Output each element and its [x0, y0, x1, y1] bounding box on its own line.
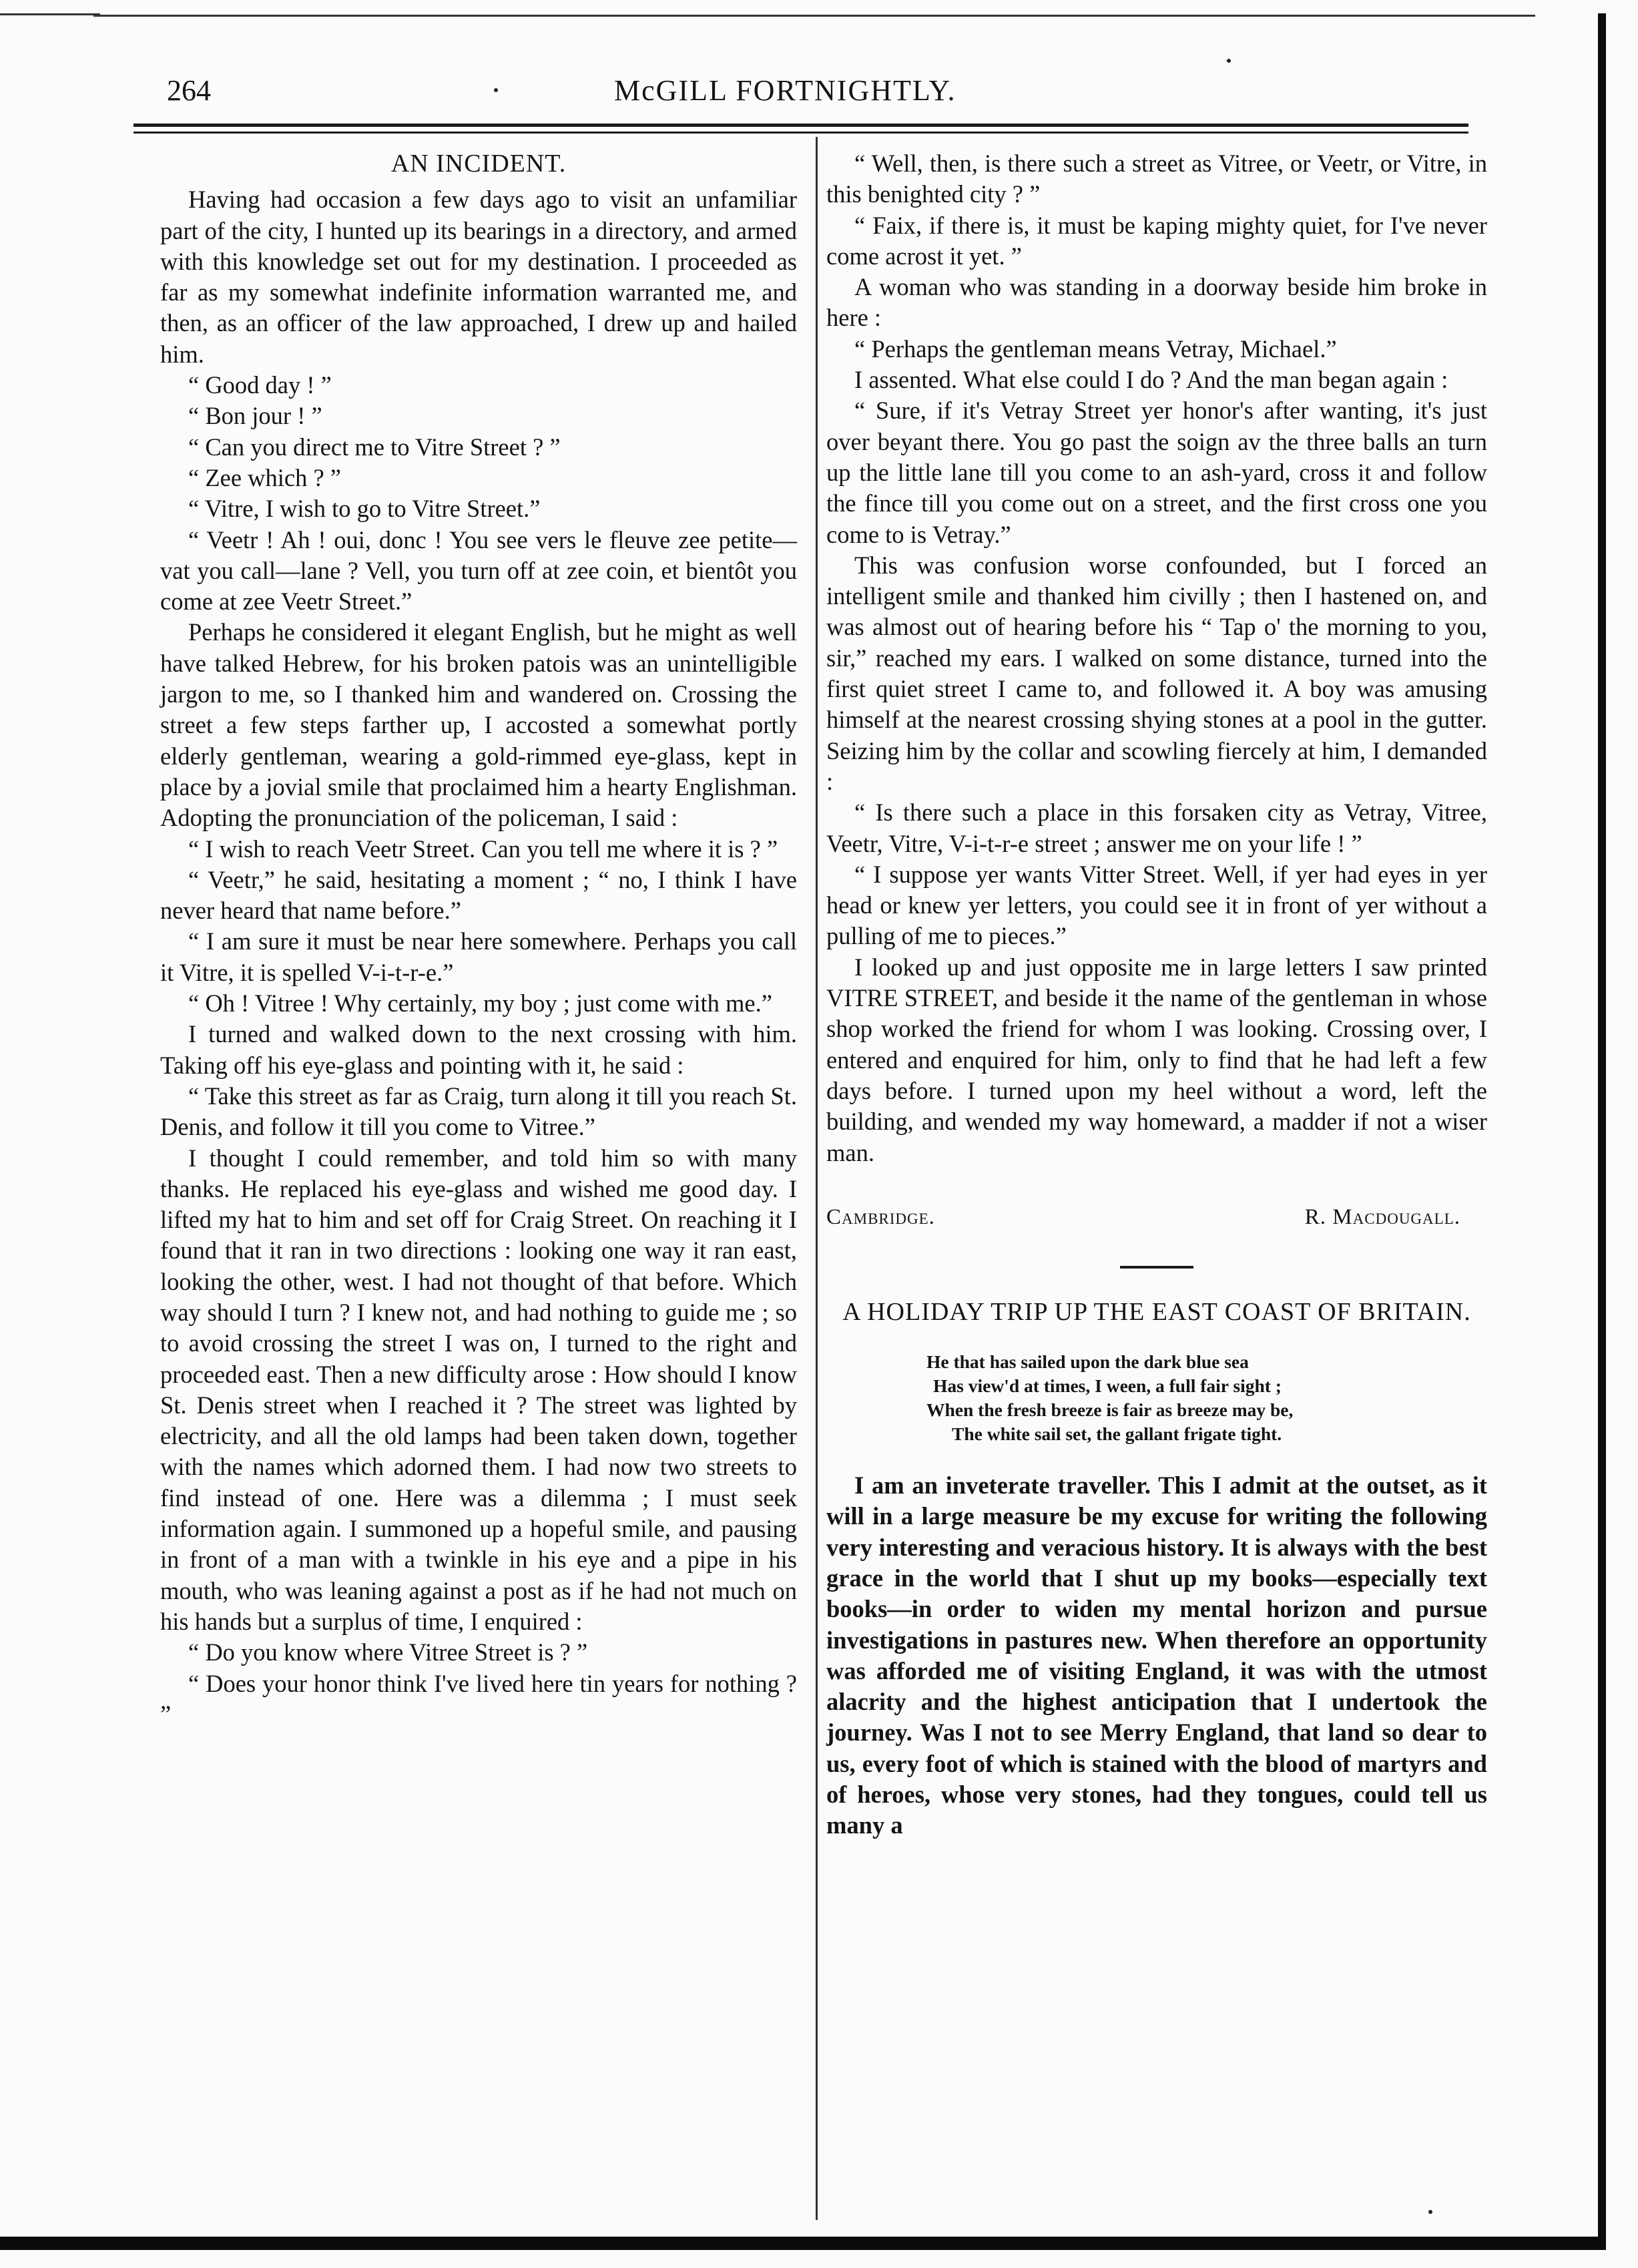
- speck: [1227, 59, 1231, 63]
- byline-place: Cambridge.: [826, 1204, 935, 1229]
- paragraph: “ I am sure it must be near here somewhere. Perhaps you call it Vitre, it is spelled V-i-t-r-e.”: [160, 927, 797, 986]
- epigraph-line: He that has sailed upon the dark blue sea: [926, 1351, 1249, 1373]
- page-bottom-border: [0, 2237, 1606, 2250]
- paragraph: This was confusion worse confounded, but I forced an intelligent smile and thanked him civilly ; then I hastened on, and was almost out of hearing before his “ Tap o' the morning to you, sir,” reached my ears. I walked on some distance, turned into the first quiet street I came to, and followed it. A boy was amusing himself at the nearest crossing shying stones at a pool in the gutter. Seizing him by the collar and scowling fiercely at him, I demanded :: [826, 551, 1487, 795]
- speck: [1428, 2210, 1432, 2214]
- page-number: 264: [167, 74, 211, 107]
- right-column: [826, 148, 1487, 1841]
- epigraph-line: The white sail set, the gallant frigate tight.: [952, 1423, 1282, 1445]
- paragraph: I am an inveterate traveller. This I admit at the outset, as it will in a large measure be my excuse for writing the following very interesting and veracious history. It is always with the best grace in the world that I shut up my books—especially text books—in order to widen my mental horizon and pursue investigations in pastures new. When therefore an opportunity was afforded me of visiting England, it was with the utmost alacrity and the highest anticipation that I undertook the journey. Was I not to see Merry England, that land so dear to us, every foot of which is stained with the blood of martyrs and of heroes, whose very stones, had they tongues, could tell us many a: [826, 1471, 1487, 1839]
- paragraph: “ Vitre, I wish to go to Vitre Street.”: [188, 495, 541, 523]
- header-rule: [133, 124, 1468, 127]
- paragraph: “ Veetr,” he said, hesitating a moment ; “ no, I think I have never heard that name before.”: [160, 865, 797, 925]
- paragraph: “ Do you know where Vitree Street is ? ”: [188, 1638, 588, 1666]
- paragraph: “ Perhaps the gentleman means Vetray, Michael.”: [854, 334, 1337, 363]
- paragraph: A woman who was standing in a doorway beside him broke in here :: [826, 273, 1487, 332]
- epigraph-line: When the fresh breeze is fair as breeze may be,: [926, 1399, 1294, 1421]
- byline-author: R. Macdougall.: [1304, 1204, 1460, 1229]
- paragraph: “ Oh ! Vitree ! Why certainly, my boy ; just come with me.”: [188, 989, 772, 1017]
- paragraph: “ Zee which ? ”: [188, 463, 341, 491]
- paragraph: “ I wish to reach Veetr Street. Can you tell me where it is ? ”: [188, 835, 778, 863]
- article-heading: A HOLIDAY TRIP UP THE EAST COAST OF BRITAIN.: [842, 1298, 1471, 1327]
- section-rule: [1120, 1266, 1193, 1269]
- column-divider: [816, 137, 818, 2220]
- journal-title: McGILL FORTNIGHTLY.: [614, 74, 957, 107]
- article-body: [826, 1470, 1487, 1841]
- paragraph: “ Well, then, is there such a street as Vitree, or Veetr, or Vitre, in this benighted city ? ”: [826, 150, 1487, 208]
- left-column: [160, 148, 797, 1730]
- page-right-border: [1598, 13, 1606, 2237]
- header-rule: [133, 132, 1468, 134]
- article-heading: AN INCIDENT.: [390, 150, 567, 178]
- paragraph: I assented. What else could I do ? And the man began again :: [854, 366, 1448, 394]
- paragraph: “ Faix, if there is, it must be kaping mighty quiet, for I've never come acrost it yet. ”: [826, 211, 1487, 270]
- scan-edge-line: [93, 15, 1535, 17]
- epigraph-line: Has view'd at times, I ween, a full fair sight ;: [933, 1375, 1282, 1397]
- scan-edge-mark: [0, 13, 100, 15]
- epigraph: [926, 1350, 1487, 1446]
- paragraph: “ Good day ! ”: [188, 371, 332, 399]
- paragraph: “ I suppose yer wants Vitter Street. Well, if yer had eyes in yer head or knew yer letters, you could see it in front of yer without a pulling of me to pieces.”: [826, 860, 1487, 950]
- paragraph: “ Sure, if it's Vetray Street yer honor's after wanting, it's just over beyant there. You go past the soign av the three balls an turn up the little lane till you come to an ash-yard, cross it and follow the fince till you come out on a street, and the first cross one you come to is Vetray.”: [826, 397, 1487, 548]
- paragraph: I looked up and just opposite me in large letters I saw printed VITRE STREET, and beside it the name of the gentleman in whose shop worked the friend for whom I was looking. Crossing over, I entered and enquired for him, only to find that he had left a few days before. I turned upon my heel without a word, left the building, and wended my way homeward, a madder if not a wiser man.: [826, 953, 1487, 1166]
- paragraph: “ Veetr ! Ah ! oui, donc ! You see vers le fleuve zee petite—vat you call—lane ? Vell, you turn off at zee coin, et bientôt you come at zee Veetr Street.”: [160, 525, 797, 616]
- page-header: [167, 73, 1502, 120]
- paragraph: “ Does your honor think I've lived here tin years for nothing ? ”: [160, 1669, 797, 1728]
- paragraph: “ Can you direct me to Vitre Street ? ”: [188, 433, 561, 461]
- paragraph: “ Bon jour ! ”: [188, 402, 322, 430]
- paragraph: Having had occasion a few days ago to visit an unfamiliar part of the city, I hunted up its bearings in a directory, and armed with this knowledge set out for my destination. I proceeded as far as my somewhat indefinite information warranted me, and then, as an officer of the law approached, I drew up and hailed him.: [160, 186, 797, 368]
- article-byline: [826, 1202, 1487, 1232]
- paragraph: I thought I could remember, and told him so with many thanks. He replaced his eye-glass and wished me good day. I lifted my hat to him and set off for Craig Street. On reaching it I found that it ran in two directions : looking one way it ran east, looking the other, west. I had not thought of that before. Which way should I turn ? I knew not, and had nothing to guide me ; so to avoid crossing the street I was on, I turned to the right and proceeded east. Then a new difficulty arose : How should I know St. Denis street when I reached it ? The street was lighted by electricity, and all the old lamps had been taken down, together with the names which adorned them. I had now two streets to find instead of one. Here was a dilemma ; I must seek information again. I summoned up a hopeful smile, and pausing in front of a man with a twinkle in his eye and a pipe in his mouth, who was leaning against a post as if he had not much on his hands but a surplus of time, I enquired :: [160, 1144, 797, 1635]
- paragraph: I turned and walked down to the next crossing with him. Taking off his eye-glass and pointing with it, he said :: [160, 1020, 797, 1079]
- paragraph: Perhaps he considered it elegant English, but he might as well have talked Hebrew, for his broken patois was an unintelligible jargon to me, so I thanked him and wandered on. Crossing the street a few steps farther up, I accosted a somewhat portly elderly gentleman, wearing a gold-rimmed eye-glass, kept in place by a jovial smile that proclaimed him a hearty Englishman. Adopting the pronunciation of the policeman, I said :: [160, 618, 797, 832]
- paragraph: “ Take this street as far as Craig, turn along it till you reach St. Denis, and follow it till you come to Vitree.”: [160, 1082, 797, 1141]
- paragraph: “ Is there such a place in this forsaken city as Vetray, Vitree, Veetr, Vitre, V-i-t-r-e street ; answer me on your life ! ”: [826, 799, 1487, 857]
